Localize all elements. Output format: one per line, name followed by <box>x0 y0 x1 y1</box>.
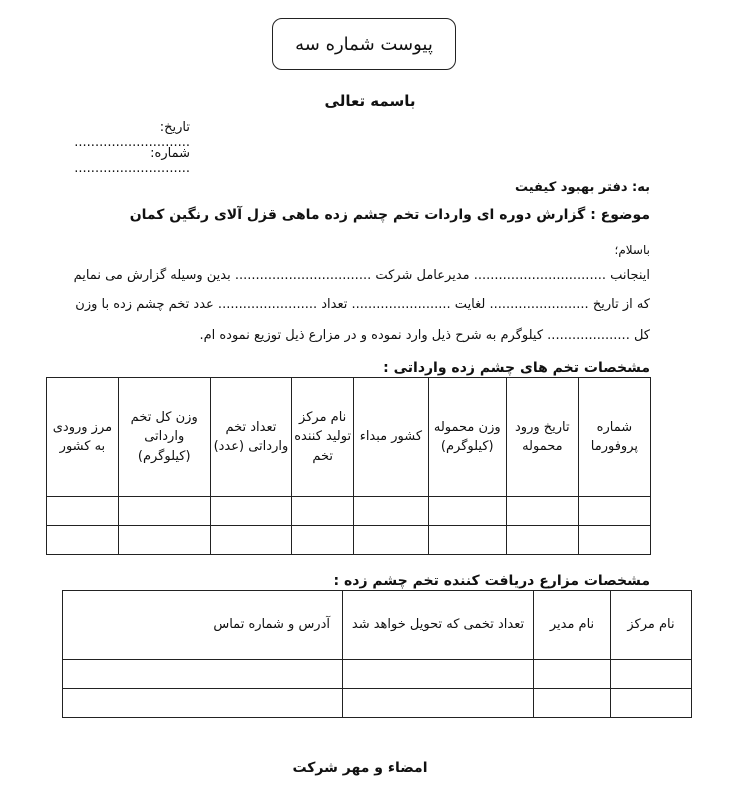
table-cell[interactable] <box>578 497 650 526</box>
table2-title <box>334 573 650 589</box>
header-egg-count: تعداد تخم وارداتی (عدد) <box>210 378 292 497</box>
bismillah-heading: باسمه تعالی <box>324 92 416 110</box>
imported-eggs-table <box>46 377 651 555</box>
table-cell[interactable] <box>428 526 506 555</box>
table-cell[interactable] <box>611 689 692 718</box>
table-cell[interactable] <box>506 526 578 555</box>
table-row <box>47 526 651 555</box>
table1-header-row <box>47 378 651 497</box>
table-cell[interactable] <box>63 689 343 718</box>
table2-header-row <box>63 591 692 660</box>
table-cell[interactable] <box>428 497 506 526</box>
date-field: تاریخ: ............................ <box>74 120 190 150</box>
table-cell[interactable] <box>118 497 210 526</box>
header-entry-border: مرز ورودی به کشور <box>47 378 119 497</box>
document-title: پیوست شماره سه <box>295 33 433 55</box>
table-cell[interactable] <box>292 526 354 555</box>
header-shipment-weight: وزن محموله (کیلوگرم) <box>428 378 506 497</box>
body-line-3: کل .................... کیلوگرم به شرح ذیل وارد نموده و در مزارع ذیل توزیع نموده ام. <box>199 328 650 343</box>
greeting-line: باسلام؛ <box>614 243 650 257</box>
header-center-name: نام مرکز <box>611 591 692 660</box>
table-row <box>63 660 692 689</box>
signature-label: امضاء و مهر شرکت <box>292 760 428 776</box>
table-cell[interactable] <box>118 526 210 555</box>
body-line-1: اینجانب ................................ مدیرعامل شرکت ................................. بدین وسیله گزارش می نمایم <box>73 268 650 283</box>
header-producer-center: نام مرکز تولید کننده تخم <box>292 378 354 497</box>
table-cell[interactable] <box>534 660 611 689</box>
recipient-line: به: دفتر بهبود کیفیت <box>514 180 650 195</box>
table-cell[interactable] <box>210 497 292 526</box>
table-cell[interactable] <box>292 497 354 526</box>
table-row <box>47 497 651 526</box>
table-cell[interactable] <box>534 689 611 718</box>
table2-title-text: مشخصات مزارع دریافت کننده تخم چشم زده : <box>333 573 650 589</box>
table-cell[interactable] <box>578 526 650 555</box>
table-cell[interactable] <box>343 660 534 689</box>
table-cell[interactable] <box>210 526 292 555</box>
document-title-box <box>272 18 456 70</box>
header-shipment-arrival-date: تاریخ ورود محموله <box>506 378 578 497</box>
table-cell[interactable] <box>63 660 343 689</box>
header-total-weight: وزن کل تخم وارداتی (کیلوگرم) <box>118 378 210 497</box>
header-manager-name: نام مدیر <box>534 591 611 660</box>
table-cell[interactable] <box>506 497 578 526</box>
table-cell[interactable] <box>47 526 119 555</box>
table-cell[interactable] <box>47 497 119 526</box>
table-cell[interactable] <box>611 660 692 689</box>
receiving-farms-table <box>62 590 692 718</box>
body-line-2: که از تاریخ ........................ لغایت ........................ تعداد ........................ عدد تخم چشم زده با وزن <box>75 297 650 312</box>
header-proforma-number: شماره پروفورما <box>578 378 650 497</box>
table-row <box>63 689 692 718</box>
header-address-phone: آدرس و شماره تماس <box>63 591 343 660</box>
table-cell[interactable] <box>354 526 429 555</box>
subject-line: موضوع : گزارش دوره ای واردات تخم چشم زده ماهی قزل آلای رنگین کمان <box>129 207 650 223</box>
table-cell[interactable] <box>343 689 534 718</box>
table1-title-text: مشخصات تخم های چشم زده وارداتی : <box>383 360 650 376</box>
header-eggs-to-deliver: تعداد تخمی که تحویل خواهد شد <box>343 591 534 660</box>
number-field: شماره: ............................ <box>74 146 190 176</box>
table1-title <box>383 360 650 376</box>
table-cell[interactable] <box>354 497 429 526</box>
header-origin-country: کشور مبداء <box>354 378 429 497</box>
